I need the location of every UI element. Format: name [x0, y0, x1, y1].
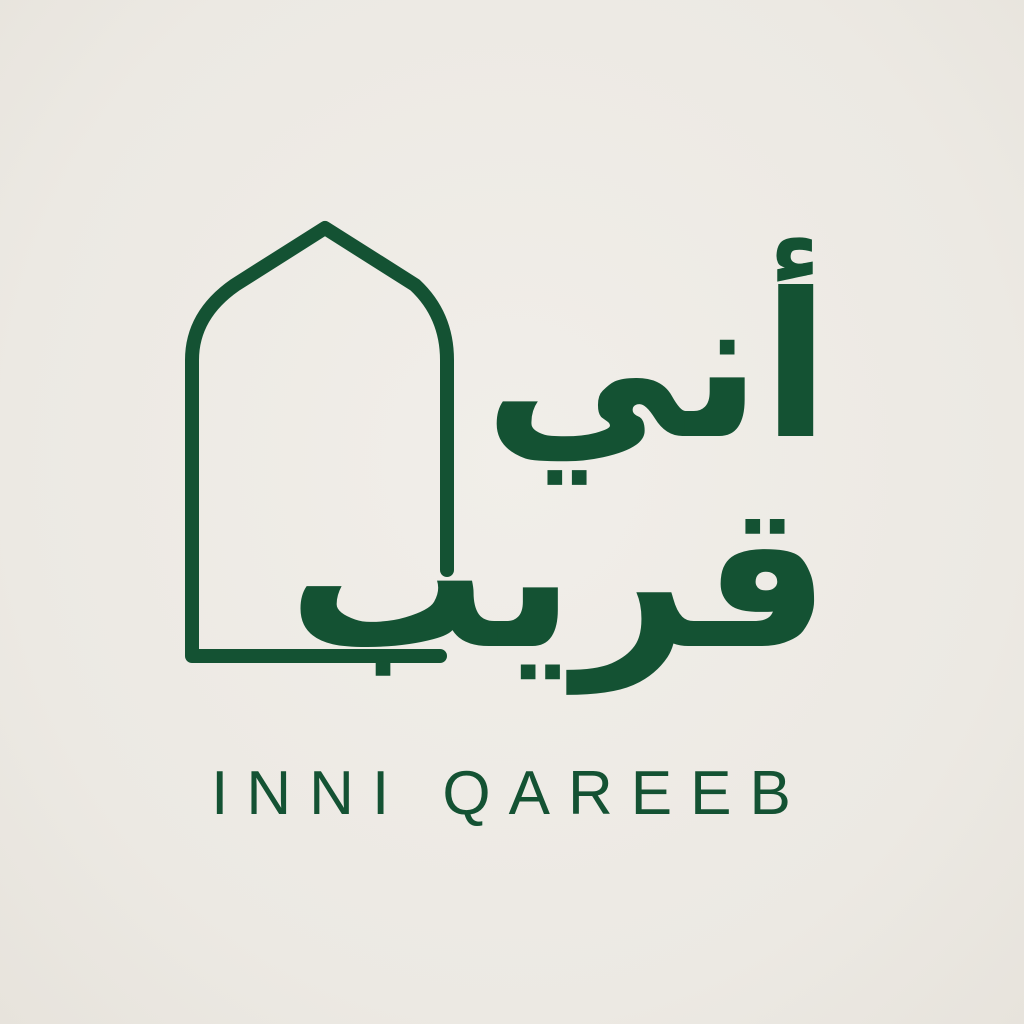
crescent-moon	[263, 333, 383, 457]
arabic-wordmark	[287, 251, 840, 748]
latin-wordmark: INNI QAREEB	[211, 759, 809, 828]
arabic-line-2: قريب	[287, 461, 830, 694]
arabic-line-1: أني	[484, 251, 830, 484]
